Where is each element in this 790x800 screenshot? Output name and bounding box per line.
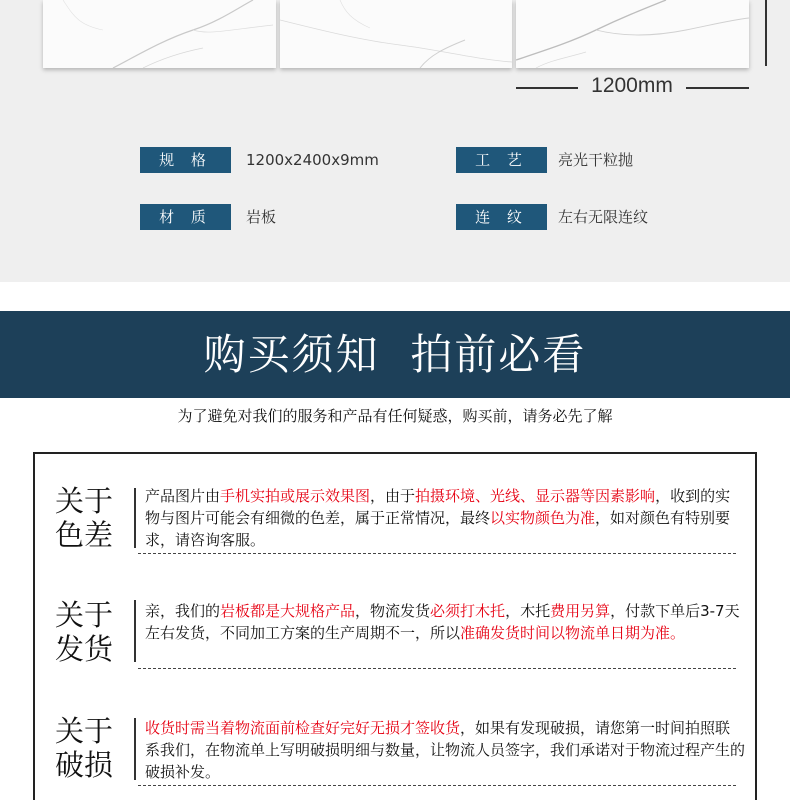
- body-text: ，物流发货: [355, 602, 431, 620]
- body-text: ，付款下单后3-7天左右发货，不同加工方案的生产周期不一，所以: [145, 602, 740, 642]
- section-title-shipping: [55, 598, 125, 666]
- dimension-label: 1200mm: [591, 74, 673, 97]
- spec-label-craft: 工 艺: [456, 147, 547, 173]
- spec-label-material: 材 质: [140, 204, 231, 230]
- highlighted-text: 拍摄环境、光线、显示器等因素影响: [415, 487, 656, 505]
- section-title-line: 色差: [55, 518, 114, 552]
- body-text: ，如对颜色有特别要求，请咨询客服。: [145, 509, 731, 549]
- highlighted-text: 费用另算: [550, 602, 611, 620]
- section-divider-bar: [134, 488, 136, 548]
- section-divider-bar: [134, 718, 136, 780]
- spec-label-veining: 连 纹: [456, 204, 547, 230]
- tile-edge-line: [765, 0, 767, 66]
- spec-value-material: 岩板: [246, 208, 277, 226]
- dashed-separator: [138, 553, 736, 554]
- marble-tile-image: [516, 0, 749, 68]
- marble-tile-image: [43, 0, 276, 68]
- section-title-line: 关于: [55, 598, 114, 632]
- section-title-color: [55, 484, 125, 552]
- body-text: ，如果有发现破损，请您第一时间拍照联系我们，在物流单上写明破损明细与数量，让物流人员签字，我们承诺对于物流过程产生的破损补发。: [145, 719, 746, 781]
- section-title-damage: [55, 714, 125, 782]
- body-text: 产品图片由: [145, 487, 221, 505]
- section-title-line: 发货: [55, 632, 114, 666]
- dashed-separator: [138, 785, 736, 786]
- body-text: 亲，我们的: [145, 602, 221, 620]
- dimension-line-right: [686, 87, 749, 89]
- section-text-damage: [145, 717, 745, 783]
- body-text: ，木托: [505, 602, 551, 620]
- spec-value-size: 1200x2400x9mm: [246, 151, 379, 169]
- section-text-shipping: [145, 600, 745, 644]
- highlighted-text: 收货时需当着物流面前检查好完好无损才签收货: [145, 719, 461, 737]
- highlighted-text: 准确发货时间以物流单日期为准。: [460, 624, 686, 642]
- body-text: ，收到的实物与图片可能会有细微的色差，属于正常情况，最终: [145, 487, 731, 527]
- dimension-line-left: [516, 87, 578, 89]
- marble-tile-image: [280, 0, 512, 68]
- section-title-line: 关于: [55, 714, 114, 748]
- body-text: ，由于: [370, 487, 416, 505]
- dashed-separator: [138, 668, 736, 669]
- highlighted-text: 以实物颜色为准: [490, 509, 596, 527]
- spec-value-craft: 亮光干粒抛: [558, 151, 634, 169]
- product-spec-section: [0, 0, 790, 282]
- notice-subtitle: 为了避免对我们的服务和产品有任何疑惑，购买前，请务必先了解: [177, 407, 613, 425]
- section-divider-bar: [134, 600, 136, 662]
- section-text-color: [145, 485, 745, 551]
- highlighted-text: 手机实拍或展示效果图: [220, 487, 371, 505]
- notice-box: [33, 452, 757, 800]
- highlighted-text: 岩板都是大规格产品: [220, 602, 356, 620]
- highlighted-text: 必须打木托: [430, 602, 506, 620]
- spec-label-size: 规 格: [140, 147, 231, 173]
- section-title-line: 关于: [55, 484, 114, 518]
- spec-value-veining: 左右无限连纹: [558, 208, 649, 226]
- section-title-line: 破损: [55, 748, 114, 782]
- purchase-notice-banner: 购买须知 拍前必看: [0, 311, 790, 398]
